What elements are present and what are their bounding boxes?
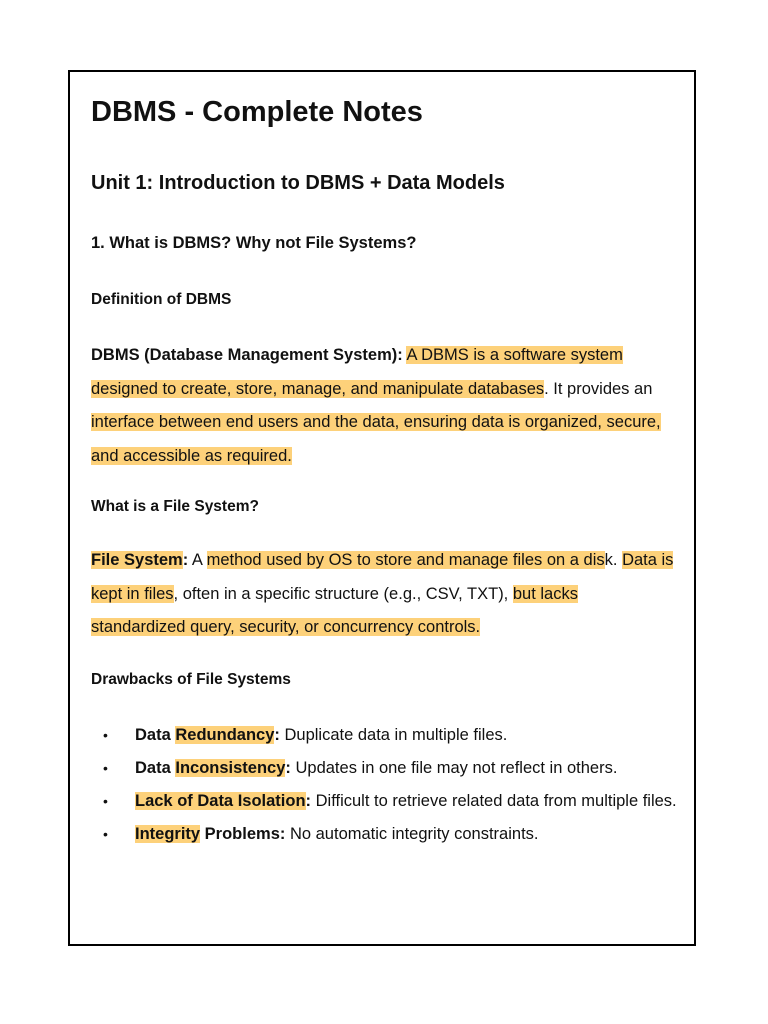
definition-heading: Definition of DBMS [91,291,232,308]
unit-heading: Unit 1: Introduction to DBMS + Data Models [91,172,505,194]
list-item-highlight: Integrity [135,825,201,843]
drawbacks-heading: Drawbacks of File Systems [91,671,291,688]
list-item-highlight: Inconsistency [175,759,286,777]
page-frame [68,70,696,946]
file-system-text-2: k. [604,551,623,569]
list-item-prefix: Data [135,759,176,777]
list-item-text: Duplicate data in multiple files. [279,726,508,744]
definition-term: DBMS (Database Management System): [91,346,403,364]
highlight-file-system-3: but lacks standardized query, security, or concurrency controls. [91,584,578,636]
list-item-text: Updates in one file may not reflect in others. [290,759,618,777]
file-system-text-1: A [188,551,207,569]
file-system-paragraph [91,544,677,645]
file-system-heading: What is a File System? [91,498,259,515]
file-system-colon: : [182,551,189,569]
definition-paragraph [91,339,677,473]
list-item-suffix: : [305,792,312,810]
bullet-icon: • [103,826,108,842]
highlight-definition-2: interface between end users and the data, ensuring data is organized, secure, and accessible as required. [91,413,661,465]
file-system-term: File System [91,551,183,569]
highlight-file-system-1: method used by OS to store and manage files on a dis [206,551,605,569]
list-item [91,753,677,784]
question-heading: 1. What is DBMS? Why not File Systems? [91,234,417,252]
file-system-text-3: , often in a specific structure (e.g., CSV, TXT), [173,584,513,603]
bullet-icon: • [103,760,108,776]
highlight-definition-1: A DBMS is a software system designed to create, store, manage, and manipulate databases [91,346,623,398]
drawbacks-list [91,720,677,852]
list-item-text: Difficult to retrieve related data from multiple files. [311,792,677,810]
list-item [91,786,677,817]
list-item-highlight: Lack of Data Isolation [135,792,306,810]
list-item-text: No automatic integrity constraints. [285,825,539,843]
highlight-file-system-2: Data is kept in files [91,551,674,603]
list-item [91,720,677,751]
list-item [91,819,677,850]
list-item-suffix: : [274,726,280,744]
list-item-prefix: Data [135,726,176,744]
bullet-icon: • [103,793,108,809]
bullet-icon: • [103,727,108,743]
document-title: DBMS - Complete Notes [91,96,423,128]
list-item-suffix: Problems: [200,825,286,843]
list-item-highlight: Redundancy [175,726,275,744]
list-item-suffix: : [285,759,291,777]
definition-text-1: . It provides an [544,379,653,398]
